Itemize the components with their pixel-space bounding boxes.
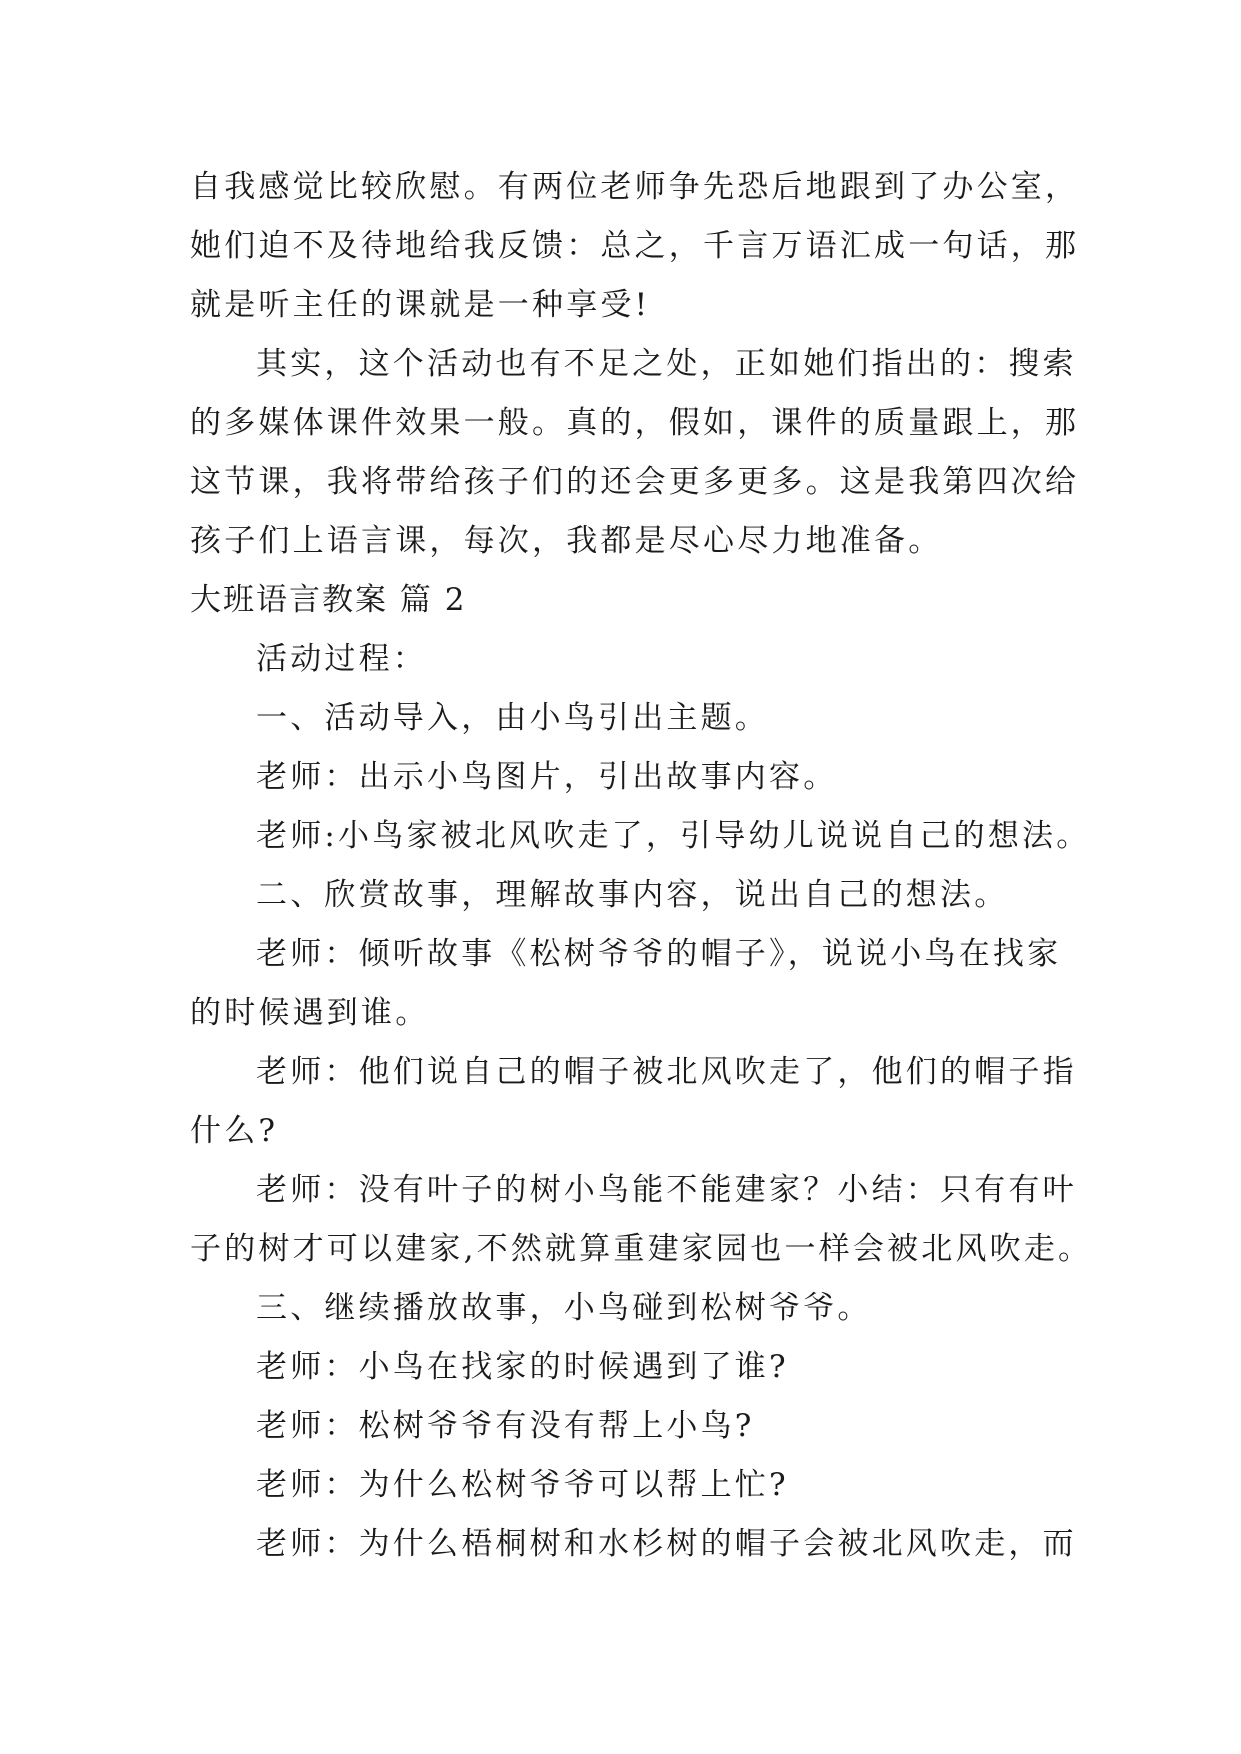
text-line: 她们迫不及待地给我反馈：总之，千言万语汇成一句话，那	[190, 228, 1080, 264]
text-line: 孩子们上语言课，每次，我都是尽心尽力地准备。	[190, 523, 943, 559]
text-line: 老师：为什么松树爷爷可以帮上忙?	[256, 1467, 789, 1503]
text-line: 自我感觉比较欣慰。有两位老师争先恐后地跟到了办公室，	[190, 169, 1080, 205]
text-line: 其实，这个活动也有不足之处，正如她们指出的：搜索	[256, 346, 1077, 382]
document-body	[190, 158, 1093, 1574]
text-line: 什么?	[190, 1113, 279, 1149]
text-line: 二、欣赏故事，理解故事内容，说出自己的想法。	[256, 877, 1009, 913]
text-line: 老师：出示小鸟图片，引出故事内容。	[256, 759, 838, 795]
section-heading: 大班语言教案 篇 2	[190, 582, 467, 618]
text-line: 就是听主任的课就是一种享受!	[190, 287, 651, 323]
text-line: 子的树才可以建家,不然就算重建家园也一样会被北风吹走。	[190, 1231, 1093, 1267]
text-line: 的时候遇到谁。	[190, 995, 430, 1031]
text-line: 老师：倾听故事《松树爷爷的帽子》，说说小鸟在找家	[256, 936, 1062, 972]
text-line: 的多媒体课件效果一般。真的，假如，课件的质量跟上，那	[190, 405, 1080, 441]
text-line: 老师：松树爷爷有没有帮上小鸟?	[256, 1408, 755, 1444]
text-line: 老师：他们说自己的帽子被北风吹走了，他们的帽子指	[256, 1054, 1077, 1090]
text-line: 老师：小鸟在找家的时候遇到了谁?	[256, 1349, 789, 1385]
text-line: 老师：为什么梧桐树和水杉树的帽子会被北风吹走，而	[256, 1526, 1077, 1562]
text-line: 三、继续播放故事，小鸟碰到松树爷爷。	[256, 1290, 872, 1326]
text-line: 活动过程：	[256, 641, 427, 677]
text-line: 一、活动导入，由小鸟引出主题。	[256, 700, 769, 736]
text-line: 这节课，我将带给孩子们的还会更多更多。这是我第四次给	[190, 464, 1080, 500]
text-line: 老师：没有叶子的树小鸟能不能建家？小结：只有有叶	[256, 1172, 1077, 1208]
text-line: 老师:小鸟家被北风吹走了，引导幼儿说说自己的想法。	[256, 818, 1091, 854]
